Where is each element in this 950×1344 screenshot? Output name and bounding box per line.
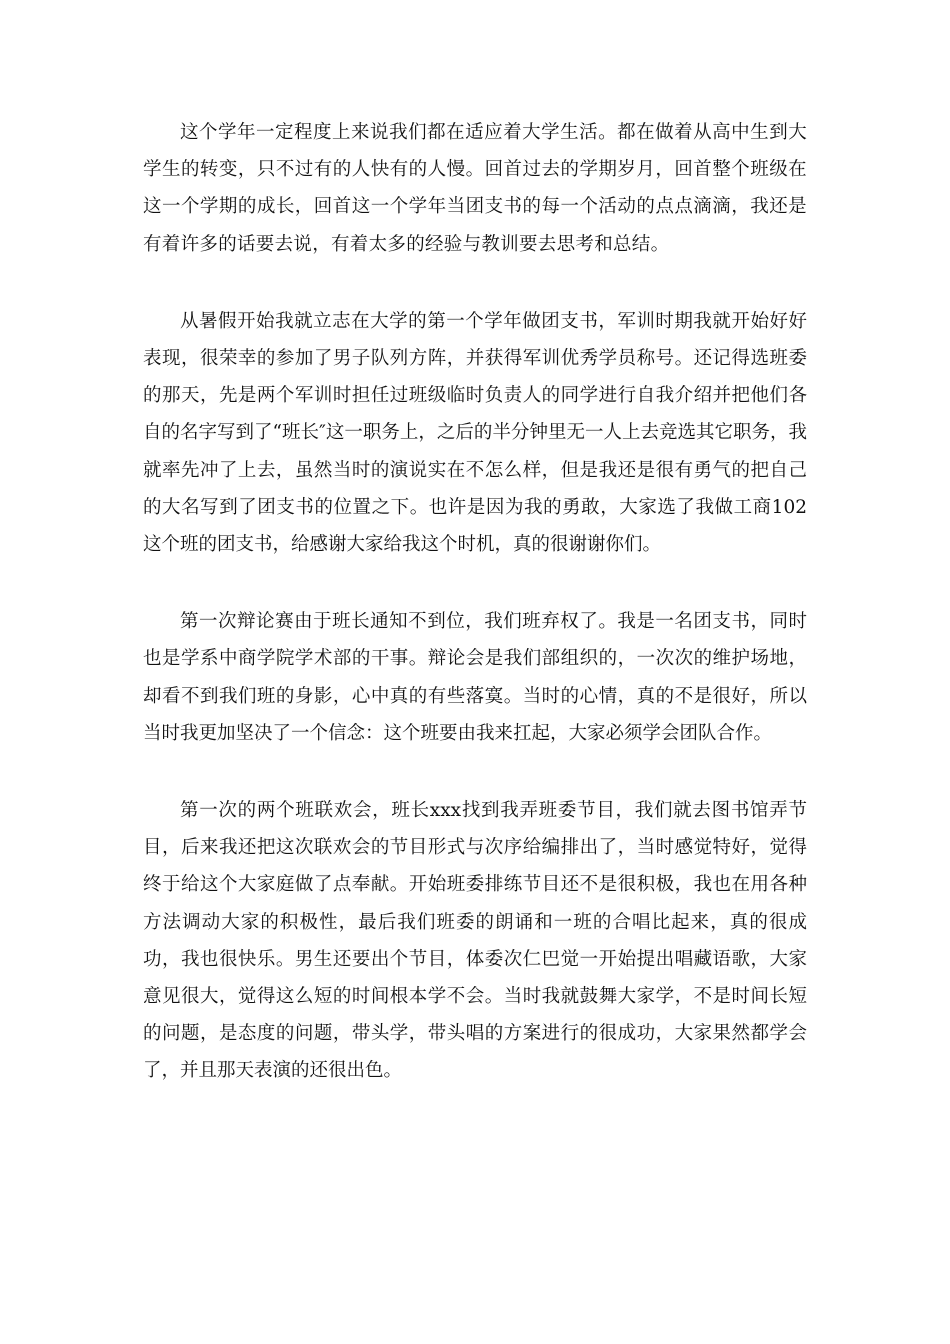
paragraph-1: 这个学年一定程度上来说我们都在适应着大学生活。都在做着从高中生到大学生的转变，只不过有的人快有的人慢。回首过去的学期岁月，回首整个班级在这一个学期的成长，回首这一个学年当团支书的每一个活动的点点滴滴，我还是有着许多的话要去说，有着太多的经验与教训要去思考和总结。 xyxy=(143,122,807,255)
paragraph-4: 第一次的两个班联欢会，班长xxx找到我弄班委节目，我们就去图书馆弄节目，后来我还把这次联欢会的节目形式与次序给编排出了，当时感觉特好，觉得终于给这个大家庭做了点奉献。开始班委排练节目还不是很积极，我也在用各种方法调动大家的积极性，最后我们班委的朗诵和一班的合唱比起来，真的很成功，我也很快乐。男生还要出个节目，体委次仁巴觉一开始提出唱藏语歌，大家意见很大，觉得这么短的时间根本学不会。当时我就鼓舞大家学，不是时间长短的问题，是态度的问题，带头学，带头唱的方案进行的很成功，大家果然都学会了，并且那天表演的还很出色。 xyxy=(143,800,807,1082)
document-body xyxy=(143,114,807,1090)
paragraph-3: 第一次辩论赛由于班长通知不到位，我们班弃权了。我是一名团支书，同时也是学系中商学院学术部的干事。辩论会是我们部组织的，一次次的维护场地，却看不到我们班的身影，心中真的有些落寞。当时的心情，真的不是很好，所以当时我更加坚决了一个信念：这个班要由我来扛起，大家必须学会团队合作。 xyxy=(143,611,807,744)
paragraph-2: 从暑假开始我就立志在大学的第一个学年做团支书，军训时期我就开始好好表现，很荣幸的参加了男子队列方阵，并获得军训优秀学员称号。还记得选班委的那天，先是两个军训时担任过班级临时负责人的同学进行自我介绍并把他们各自的名字写到了“班长″这一职务上，之后的半分钟里无一人上去竞选其它职务，我就率先冲了上去，虽然当时的演说实在不怎么样，但是我还是很有勇气的把自己的大名写到了团支书的位置之下。也许是因为我的勇敢，大家选了我做工商102这个班的团支书，给感谢大家给我这个时机，真的很谢谢你们。 xyxy=(143,310,807,556)
